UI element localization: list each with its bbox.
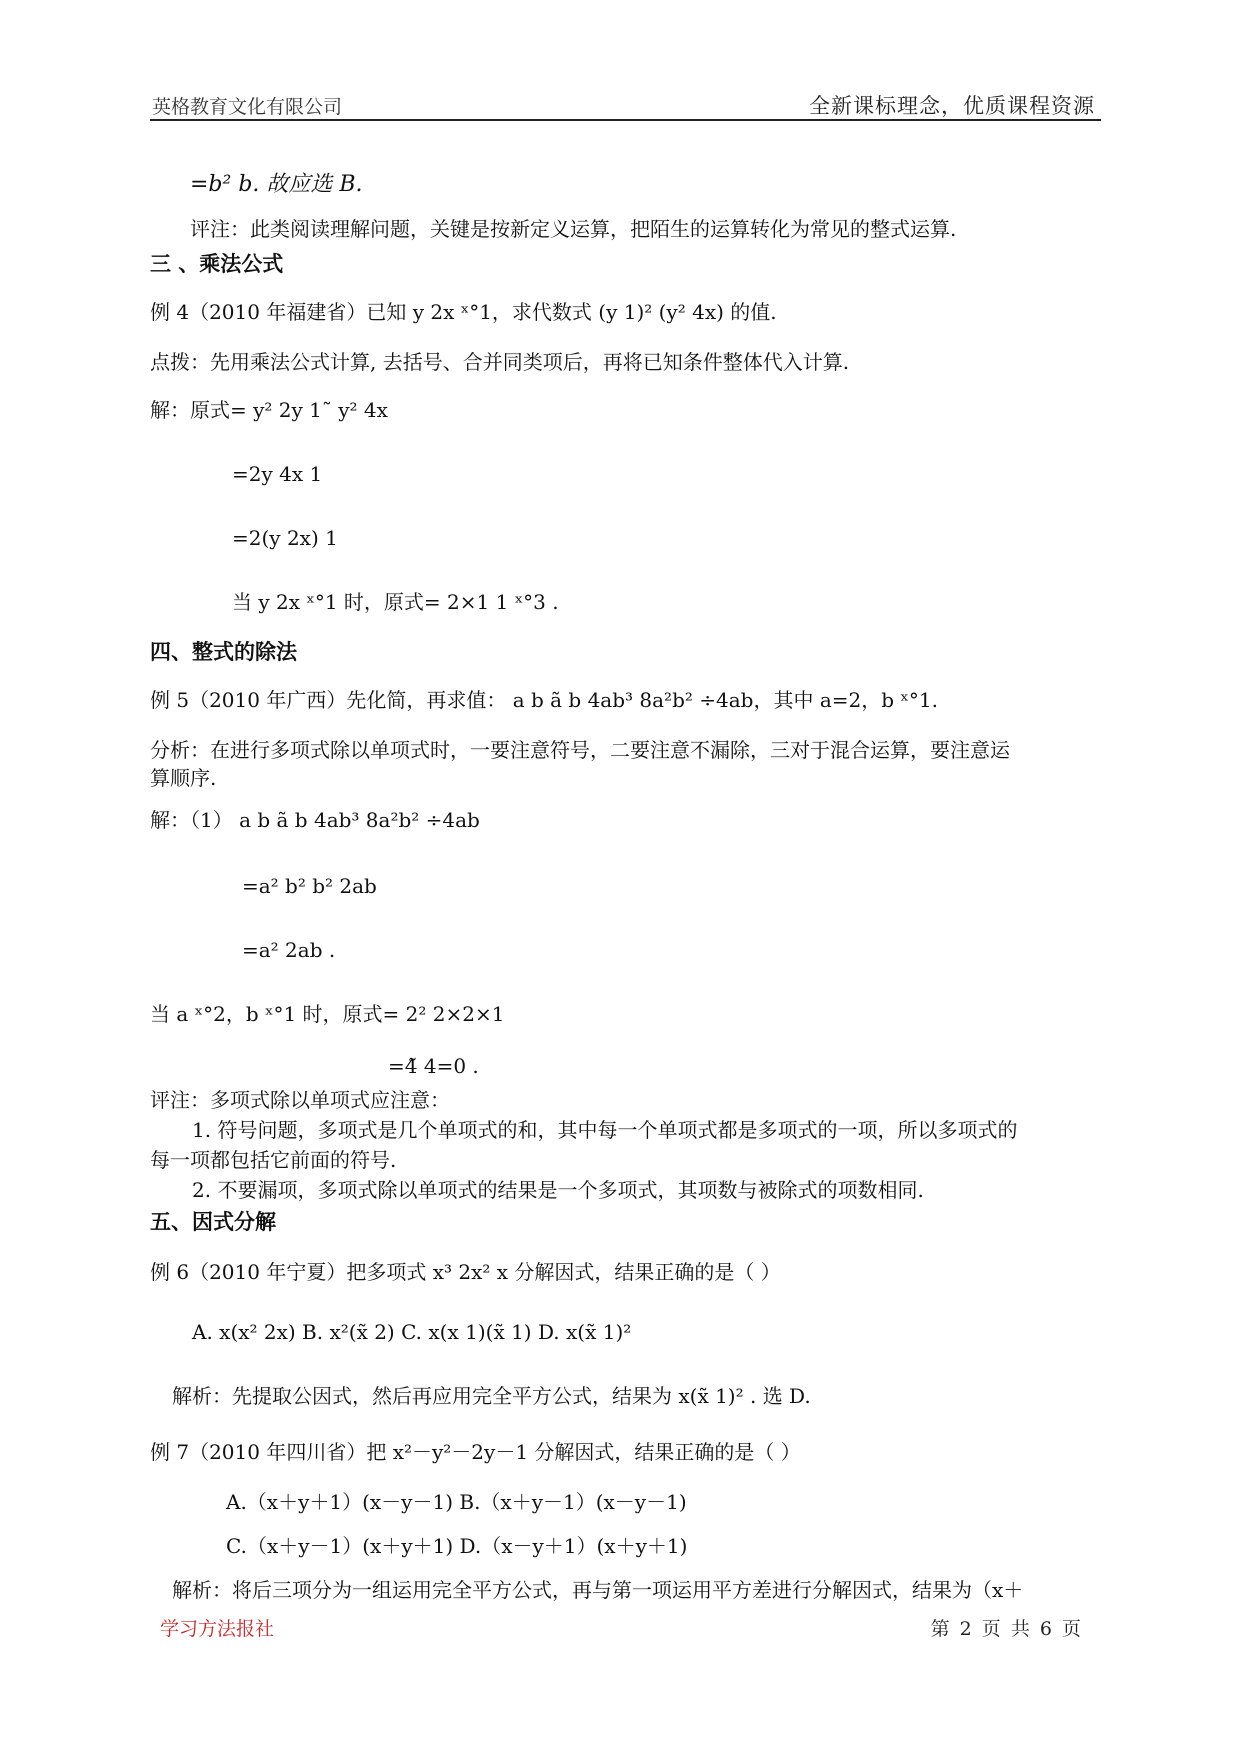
solution-4-step-1: 解：原式= y² 2y 1˜ y² 4x xyxy=(150,398,388,422)
section-heading-3: 三 、乘法公式 xyxy=(150,252,284,276)
comment-5-item-1a: 1. 符号问题，多项式是几个单项式的和，其中每一个单项式都是多项式的一项，所以多项式的 xyxy=(192,1118,1018,1142)
footer-publisher: 学习方法报社 xyxy=(160,1618,275,1640)
example-5: 例 5（2010 年广西）先化简，再求值： a b ã b 4ab³ 8a²b² ÷4ab，其中 a=2，b ˣ°1. xyxy=(150,688,938,712)
solution-5-step-2: =a² b² b² 2ab xyxy=(242,874,377,898)
comment-5-title: 评注：多项式除以单项式应注意： xyxy=(150,1088,450,1112)
section-heading-4: 四、整式的除法 xyxy=(150,640,297,664)
analysis-5-line-1: 分析：在进行多项式除以单项式时，一要注意符号，二要注意不漏除，三对于混合运算，要注意运 xyxy=(150,738,1010,762)
example-7-options-ab: A.（x＋y＋1）(x－y－1) B.（x＋y－1）(x－y－1) xyxy=(226,1490,687,1514)
example-6-options: A. x(x² 2x) B. x²(x̃ 2) C. x(x 1)(x̃ 1) D. x(x̃ 1)² xyxy=(192,1320,632,1344)
solution-4-step-4: 当 y 2x ˣ°1 时，原式= 2×1 1 ˣ°3 . xyxy=(232,590,559,614)
section-heading-5: 五、因式分解 xyxy=(150,1210,276,1234)
hint-4: 点拨：先用乘法公式计算, 去括号、合并同类项后，再将已知条件整体代入计算. xyxy=(150,350,850,374)
example-7-options-cd: C.（x＋y－1）(x＋y＋1) D.（x－y＋1）(x＋y＋1) xyxy=(226,1534,688,1558)
example-4: 例 4（2010 年福建省）已知 y 2x ˣ°1，求代数式 (y 1)² (y² 4x) 的值. xyxy=(150,300,777,324)
solution-4-step-2: =2y 4x 1 xyxy=(232,462,323,486)
footer-page-info: 第 2 页 共 6 页 xyxy=(930,1618,1083,1640)
header-slogan: 全新课标理念，优质课程资源 xyxy=(809,94,1095,118)
line-result-b: =b² b. 故应选 B. xyxy=(190,172,363,197)
solution-5-step-4: 当 a ˣ°2，b ˣ°1 时，原式= 2² 2×2×1 xyxy=(150,1002,505,1026)
solution-5-step-5: =4̃ 4=0 . xyxy=(388,1054,479,1078)
header-rule xyxy=(150,119,1101,121)
example-7: 例 7（2010 年四川省）把 x²－y²－2y－1 分解因式，结果正确的是（ ） xyxy=(150,1440,801,1464)
comment-5-item-2: 2. 不要漏项，多项式除以单项式的结果是一个多项式，其项数与被除式的项数相同. xyxy=(192,1178,924,1202)
analysis-6: 解析：先提取公因式，然后再应用完全平方公式，结果为 x(x̃ 1)² . 选 D. xyxy=(172,1384,811,1408)
solution-4-step-3: =2(y 2x) 1 xyxy=(232,526,338,550)
comment-5-item-1b: 每一项都包括它前面的符号. xyxy=(150,1148,397,1172)
solution-5-step-3: =a² 2ab . xyxy=(242,938,336,962)
analysis-7: 解析：将后三项分为一组运用完全平方公式，再与第一项运用平方差进行分解因式，结果为（x＋ xyxy=(172,1578,1024,1602)
analysis-5-line-2: 算顺序. xyxy=(150,766,217,790)
header-company: 英格教育文化有限公司 xyxy=(152,96,343,118)
solution-5-step-1: 解：（1） a b ã b 4ab³ 8a²b² ÷4ab xyxy=(150,808,480,832)
example-6: 例 6（2010 年宁夏）把多项式 x³ 2x² x 分解因式，结果正确的是（ ） xyxy=(150,1260,781,1284)
line-comment-1: 评注：此类阅读理解问题，关键是按新定义运算，把陌生的运算转化为常见的整式运算. xyxy=(190,217,957,241)
